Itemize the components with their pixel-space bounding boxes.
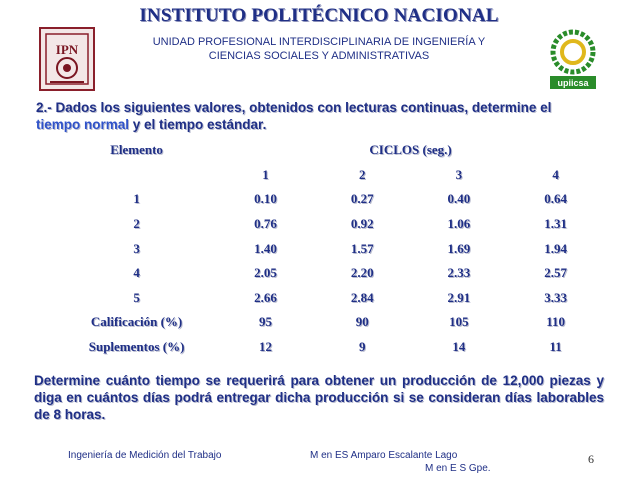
row-label: 4 [133, 265, 140, 281]
cell-value: 14 [452, 339, 466, 355]
row-label: Calificación (%) [90, 314, 183, 330]
row-label: 1 [133, 191, 140, 207]
problem-statement: Determine cuánto tiempo se requerirá para obtener un producción de 12,000 piezas y diga en cuántos días podrá entregar dicha producción si se consideran días laborables de 8 horas. [34, 373, 604, 422]
cell-value: 9 [358, 339, 366, 355]
cycle-number: 3 [455, 166, 463, 182]
question-text [36, 99, 596, 133]
element-header: Elemento [110, 142, 163, 158]
cell-value: 1.31 [544, 216, 568, 232]
cell-value: 0.76 [254, 216, 277, 232]
cycle-number: 2 [358, 166, 366, 182]
cycle-times-table [56, 138, 604, 359]
question-highlight: tiempo normal [36, 117, 130, 132]
cell-value: 90 [355, 314, 369, 330]
table-header-row [56, 138, 604, 163]
cell-value: 0.64 [544, 191, 568, 207]
cell-value: 1.69 [447, 240, 471, 256]
row-label: Suplementos (%) [88, 339, 185, 355]
cell-value: 105 [449, 314, 469, 330]
cycle-number: 4 [552, 166, 559, 182]
cell-value: 0.92 [350, 216, 374, 232]
table-row [56, 286, 604, 311]
table-row [56, 335, 604, 360]
cell-value: 1.40 [254, 240, 277, 256]
upiicsa-logo [542, 28, 604, 92]
cycle-numbers-row [56, 163, 604, 188]
cell-value: 2.91 [447, 289, 471, 305]
cell-value: 95 [259, 314, 273, 330]
cell-value: 12 [259, 339, 273, 355]
question-part-2: y el tiempo estándar. [129, 117, 267, 132]
table-row [56, 187, 604, 212]
table-row [56, 212, 604, 237]
cell-value: 1.94 [544, 240, 568, 256]
subtitle-line-2: CIENCIAS SOCIALES Y ADMINISTRATIVAS [208, 50, 430, 62]
empty-cell [56, 163, 217, 188]
cell-value: 0.27 [350, 191, 374, 207]
footer-author-1: M en ES Amparo Escalante Lago [310, 450, 458, 461]
table-row [56, 261, 604, 286]
upiicsa-logo-text: upiicsa [557, 78, 589, 88]
cell-value: 2.33 [447, 265, 471, 281]
cell-value: 2.20 [350, 265, 374, 281]
cell-value: 110 [546, 314, 566, 330]
cycle-number: 1 [262, 166, 269, 182]
question-part-1: 2.- Dados los siguientes valores, obtenidos con lecturas continuas, determine el [36, 100, 552, 115]
page-number: 6 [588, 452, 594, 466]
row-label: 2 [133, 216, 140, 232]
institution-subtitle [110, 35, 528, 63]
cell-value: 1.06 [447, 216, 471, 232]
cycles-header: CICLOS (seg.) [369, 142, 452, 158]
row-label: 5 [133, 289, 140, 305]
table-row [56, 236, 604, 261]
page-title: INSTITUTO POLITÉCNICO NACIONAL [139, 5, 499, 26]
cell-value: 0.40 [447, 191, 471, 207]
cell-value: 0.10 [254, 191, 277, 207]
svg-text:IPN: IPN [55, 42, 79, 57]
footer-author-2: M en E S Gpe. [425, 463, 491, 474]
cell-value: 2.66 [254, 289, 277, 305]
subtitle-line-1: UNIDAD PROFESIONAL INTERDISCIPLINARIA DE INGENIERÍA Y [152, 36, 486, 48]
footer-course: Ingeniería de Medición del Trabajo [68, 450, 222, 461]
ipn-logo [36, 24, 98, 94]
table-row [56, 310, 604, 335]
cell-value: 2.05 [254, 265, 277, 281]
cell-value: 2.57 [544, 265, 568, 281]
cell-value: 1.57 [350, 240, 374, 256]
row-label: 3 [133, 240, 140, 256]
cell-value: 2.84 [350, 289, 374, 305]
cell-value: 11 [549, 339, 562, 355]
cell-value: 3.33 [544, 289, 568, 305]
